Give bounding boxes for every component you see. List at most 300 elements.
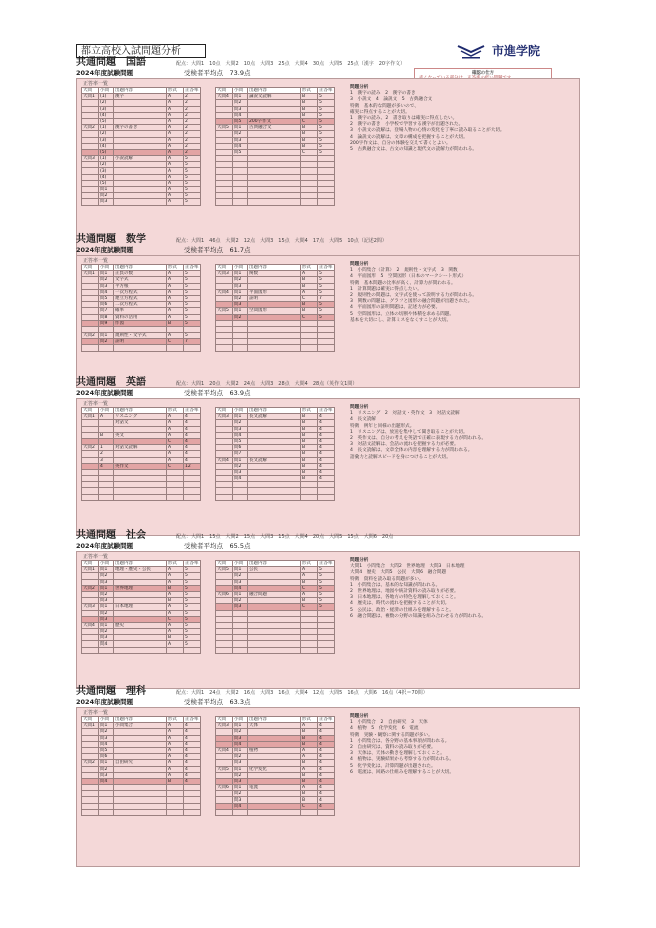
table-header-cell: 大問: [82, 88, 99, 94]
table-cell: 問3: [99, 616, 114, 622]
table-cell: 長文読解: [248, 457, 301, 463]
section-header: [76, 234, 580, 246]
table-cell: 5: [184, 579, 201, 585]
table-cell: 対話文読解: [114, 445, 167, 451]
table-cell: A: [167, 741, 184, 747]
table-cell: A: [301, 573, 318, 579]
table-cell: 4: [318, 723, 335, 729]
table-cell: 問3: [233, 760, 248, 766]
table-cell: [248, 199, 301, 205]
table-cell: 4: [318, 766, 335, 772]
table-cell: 大問5: [216, 567, 233, 573]
table-cell: (2): [99, 100, 114, 106]
table-cell: 2: [184, 149, 201, 155]
table-cell: B: [167, 320, 184, 326]
table-cell: A: [167, 622, 184, 628]
table-cell: 問1: [233, 457, 248, 463]
table-cell: (3): [99, 106, 114, 112]
table-cell: [167, 647, 184, 653]
table-cell: B: [301, 125, 318, 131]
score-table: [215, 87, 335, 206]
table-cell: 4: [184, 723, 201, 729]
table-cell: 問6: [233, 445, 248, 451]
table-cell: A: [167, 162, 184, 168]
table-cell: B: [167, 635, 184, 641]
table-cell: C: [301, 585, 318, 591]
table-cell: A: [167, 414, 184, 420]
table-cell: 5: [184, 591, 201, 597]
analysis-line: 1 小問集合は、基本的な知識が問われる。: [350, 582, 441, 588]
table-cell: 問4: [233, 112, 248, 118]
analysis-line: 200字作文は、自分の体験を交えて書くとよい。: [350, 140, 451, 146]
table-header-cell: 小問: [233, 88, 248, 94]
table-cell: 大問4: [82, 622, 99, 628]
analysis-line: 2 漢字の書き 小学校で学習する漢字が出題された。: [350, 122, 464, 128]
table-cell: [301, 647, 318, 653]
table-cell: (3): [99, 168, 114, 174]
table-row: [82, 345, 201, 351]
table-cell: 古典融合文: [248, 125, 301, 131]
table-cell: 漢字: [114, 94, 167, 100]
table-header-cell: 出題内容: [114, 88, 167, 94]
table-cell: 5: [318, 271, 335, 277]
analysis-panel: [76, 707, 580, 867]
table-cell: 問2: [99, 729, 114, 735]
table-cell: 問3: [99, 598, 114, 604]
section-subheader: [76, 389, 580, 398]
table-cell: 5: [184, 635, 201, 641]
table-cell: B: [301, 106, 318, 112]
table-cell: 問1: [99, 760, 114, 766]
analysis-line: 1 小問集合（計算） 2 規則性・文字式 3 関数: [350, 268, 458, 274]
table-cell: 5: [184, 295, 201, 301]
average-score: 受検者平均点 63.9点: [184, 389, 251, 397]
analysis-line: 確実に得点することが大切。: [350, 109, 410, 115]
analysis-line: 4 平面図形の証明問題は、記述力が必要。: [350, 305, 441, 311]
table-cell: 問1: [99, 271, 114, 277]
table-cell: 問4: [233, 585, 248, 591]
table-cell: 問4: [99, 778, 114, 784]
table-cell: 4: [184, 735, 201, 741]
table-cell: 問2: [99, 629, 114, 635]
table-cell: [318, 647, 335, 653]
table-cell: B: [301, 112, 318, 118]
table-cell: 問3: [99, 635, 114, 641]
table-cell: 大問1: [82, 414, 99, 420]
table-cell: 2: [184, 100, 201, 106]
table-cell: 5: [318, 573, 335, 579]
table-cell: A: [167, 149, 184, 155]
table-cell: 平面図形: [248, 289, 301, 295]
table-cell: [216, 345, 233, 351]
brand-name: 市進学院: [492, 44, 541, 58]
table-cell: 問2: [233, 598, 248, 604]
table-cell: [99, 647, 114, 653]
analysis-line: 1 漢字の読み 2 漢字の書き: [350, 91, 416, 97]
table-cell: 5: [184, 308, 201, 314]
score-table: [215, 560, 335, 654]
table-cell: 大問3: [82, 156, 99, 162]
analysis-line: 3 日本地理は、各地方の特色を理解しておくこと。: [350, 595, 459, 601]
section-kokugo: [76, 57, 580, 256]
table-cell: [114, 809, 167, 815]
table-cell: 問1: [99, 333, 114, 339]
table-cell: 5: [184, 289, 201, 295]
table-cell: B: [167, 598, 184, 604]
table-cell: 5: [318, 143, 335, 149]
analysis-line: 問題分析: [350, 405, 369, 410]
table-cell: 4: [184, 778, 201, 784]
table-cell: [301, 199, 318, 205]
table-cell: [99, 494, 114, 500]
table-cell: 5: [184, 629, 201, 635]
panel-caption: 正答率一覧: [83, 401, 109, 407]
table-cell: (2): [99, 162, 114, 168]
table-cell: A: [167, 271, 184, 277]
table-cell: A: [167, 754, 184, 760]
table-cell: 問2: [233, 729, 248, 735]
table-cell: 5: [184, 641, 201, 647]
table-cell: 5: [184, 573, 201, 579]
table-cell: (1): [99, 94, 114, 100]
table-header-cell: 小問: [99, 561, 114, 567]
table-cell: [184, 345, 201, 351]
table-cell: C: [301, 803, 318, 809]
analysis-line: 2 規則性の問題は、文字式を使って説明する力が問われる。: [350, 293, 477, 299]
table-cell: A: [167, 426, 184, 432]
analysis-line: 4 論説文の読解は、文章の構成を把握することが大切。: [350, 134, 468, 140]
table-cell: B: [301, 432, 318, 438]
table-cell: A: [301, 754, 318, 760]
table-cell: B: [301, 463, 318, 469]
table-cell: A: [167, 772, 184, 778]
table-cell: 5: [318, 149, 335, 155]
section-title: 共通問題 理科: [76, 686, 146, 697]
analysis-line: 5 空間図形は、立体の切断や体積を求める問題。: [350, 311, 454, 317]
table-cell: 問5: [99, 747, 114, 753]
table-header-cell: 正答率: [185, 408, 199, 414]
table-cell: 問5: [233, 438, 248, 444]
table-cell: B: [301, 420, 318, 426]
table-cell: 大問1: [82, 94, 99, 100]
table-cell: B: [301, 741, 318, 747]
table-cell: C: [301, 604, 318, 610]
table-cell: [248, 494, 301, 500]
table-cell: 5: [318, 106, 335, 112]
analysis-panel: [76, 78, 580, 256]
analysis-line: 5 公民は、政治・経済の仕組みを理解すること。: [350, 607, 454, 613]
table-cell: 小問集合: [114, 723, 167, 729]
table-header-cell: 大問: [82, 408, 99, 414]
table-cell: 1: [99, 445, 114, 451]
table-cell: C: [167, 339, 184, 345]
table-cell: (4): [99, 143, 114, 149]
table-cell: B: [301, 143, 318, 149]
table-cell: A: [167, 199, 184, 205]
table-cell: B: [301, 760, 318, 766]
table-header-cell: 正答率: [319, 561, 333, 567]
table-cell: [99, 809, 114, 815]
table-cell: A: [167, 143, 184, 149]
exam-year: 2024年度試験問題: [76, 69, 134, 77]
table-cell: 問1: [99, 604, 114, 610]
table-cell: 問3: [233, 469, 248, 475]
table-header-cell: 形式: [301, 265, 318, 271]
analysis-line: 語彙力と読解スピードを身につけることが大切。: [350, 454, 451, 460]
table-cell: 対話文: [114, 420, 167, 426]
table-cell: 問1: [233, 785, 248, 791]
table-cell: B: [301, 735, 318, 741]
table-row: [216, 647, 335, 653]
table-cell: [82, 494, 99, 500]
table-cell: 問2: [233, 295, 248, 301]
table-cell: A: [167, 283, 184, 289]
table-cell: 大問3: [216, 723, 233, 729]
table-cell: 5: [184, 320, 201, 326]
analysis-line: 3 対話文読解は、会話の流れを把握する力が必要。: [350, 442, 459, 448]
table-header-cell: 小問: [99, 717, 114, 723]
table-cell: (5): [99, 149, 114, 155]
table-cell: A: [167, 131, 184, 137]
table-cell: 問2: [99, 339, 114, 345]
table-cell: 英文: [114, 432, 167, 438]
table-cell: 問4: [99, 641, 114, 647]
table-cell: 5: [184, 156, 201, 162]
table-row: [82, 494, 201, 500]
table-cell: 5: [318, 118, 335, 124]
panel-caption: 正答率一覧: [83, 81, 109, 87]
table-row: [82, 199, 201, 205]
table-cell: A: [167, 100, 184, 106]
analysis-text: [350, 714, 576, 776]
score-table: [81, 87, 201, 206]
table-cell: [114, 345, 167, 351]
analysis-line: 特徴 例年と同様の出題形式。: [350, 423, 415, 429]
table-cell: 問3: [99, 579, 114, 585]
section-title: 共通問題 数学: [76, 234, 146, 245]
section-eigo: [76, 377, 580, 536]
table-row: [82, 809, 201, 815]
table-cell: 3: [99, 457, 114, 463]
table-header-cell: 大問: [216, 88, 233, 94]
table-cell: 4: [184, 457, 201, 463]
table-cell: A: [167, 168, 184, 174]
table-cell: 5: [184, 616, 201, 622]
table-cell: 問4: [99, 741, 114, 747]
analysis-line: 6 融合問題は、複数の分野の知識を組み合わせる力が問われる。: [350, 613, 487, 619]
table-cell: [114, 494, 167, 500]
score-table: [81, 560, 201, 654]
table-cell: A: [167, 314, 184, 320]
table-cell: A: [167, 187, 184, 193]
table-header-cell: 正答率: [319, 717, 333, 723]
table-header-cell: 小問: [233, 265, 248, 271]
table-cell: B: [301, 778, 318, 784]
analysis-line: 問題分析: [350, 262, 369, 267]
table-cell: 5: [184, 622, 201, 628]
table-cell: 問2: [233, 420, 248, 426]
table-cell: 問6: [99, 302, 114, 308]
table-cell: A: [167, 289, 184, 295]
table-cell: 4: [318, 729, 335, 735]
table-cell: A: [301, 271, 318, 277]
table-cell: 大問4: [216, 747, 233, 753]
table-cell: 4: [318, 445, 335, 451]
table-cell: A: [167, 451, 184, 457]
table-cell: 4: [318, 803, 335, 809]
table-cell: 4: [318, 772, 335, 778]
table-cell: A: [167, 604, 184, 610]
table-header-cell: 正答率: [319, 408, 333, 414]
table-header-cell: 大問: [216, 265, 233, 271]
analysis-line: 4 植物 5 化学変化 6 電流: [350, 726, 419, 732]
table-cell: A: [167, 641, 184, 647]
table-cell: 5: [318, 289, 335, 295]
table-cell: 5: [184, 585, 201, 591]
average-score: 受検者平均点 65.5点: [184, 542, 251, 550]
table-cell: 4: [318, 463, 335, 469]
analysis-line: 1 漢字の読み、2 書き取りは確実に得点したい。: [350, 116, 458, 122]
table-cell: B: [301, 445, 318, 451]
table-cell: 2: [184, 118, 201, 124]
table-cell: 5: [184, 598, 201, 604]
analysis-line: 大問4 歴史 大問5 公民 大問6 融合問題: [350, 570, 447, 576]
table-cell: 5: [318, 598, 335, 604]
score-table: [215, 407, 335, 501]
table-cell: B: [301, 131, 318, 137]
analysis-line: 1 リスニング 2 対話文・英作文 3 対話文読解: [350, 411, 460, 417]
table-cell: 関数: [248, 271, 301, 277]
table-header-cell: 形式: [167, 88, 184, 94]
table-cell: 問3: [233, 797, 248, 803]
table-cell: 問8: [99, 314, 114, 320]
table-cell: [167, 345, 184, 351]
section-sugaku: [76, 234, 580, 388]
table-cell: [82, 647, 99, 653]
table-cell: 規則性・文字式: [114, 333, 167, 339]
analysis-panel: [76, 551, 580, 689]
table-cell: C: [167, 463, 184, 469]
table-cell: B: [301, 277, 318, 283]
table-cell: 問1: [233, 308, 248, 314]
table-cell: B: [301, 302, 318, 308]
table-cell: 問1: [233, 271, 248, 277]
analysis-line: 特徴 基本問題の比率が高く、計算力が問われる。: [350, 280, 456, 286]
table-cell: 5: [318, 314, 335, 320]
analysis-line: 5 古典融合文は、古文の知識と現代文の読解力が問われる。: [350, 147, 477, 153]
table-cell: B: [301, 438, 318, 444]
table-cell: [114, 647, 167, 653]
table-cell: 問4: [233, 803, 248, 809]
table-cell: B: [99, 432, 114, 438]
table-cell: 問2: [233, 791, 248, 797]
table-cell: (5): [99, 180, 114, 186]
analysis-text: [350, 85, 576, 153]
table-cell: 確率: [114, 308, 167, 314]
analysis-line: 問題分析: [350, 85, 369, 90]
table-cell: 2: [184, 112, 201, 118]
table-cell: 問3: [233, 106, 248, 112]
table-cell: 5: [318, 604, 335, 610]
table-cell: 問1: [233, 591, 248, 597]
analysis-line: 特徴 資料を読み取る問題が多い。: [350, 576, 424, 582]
table-cell: 問1: [233, 414, 248, 420]
table-cell: 5: [318, 591, 335, 597]
analysis-line: 1 リスニングは、放送を集中して聞き取ることが大切。: [350, 429, 468, 435]
table-row: [216, 494, 335, 500]
score-table: [81, 407, 201, 501]
table-cell: [318, 494, 335, 500]
analysis-line: 4 歴史は、時代の流れを把握することが大切。: [350, 601, 450, 607]
table-cell: 4: [184, 414, 201, 420]
table-cell: 5: [184, 567, 201, 573]
table-cell: 長文読解: [248, 414, 301, 420]
table-cell: B: [301, 791, 318, 797]
table-cell: B: [301, 283, 318, 289]
table-cell: 問2: [233, 100, 248, 106]
table-cell: A: [167, 156, 184, 162]
table-cell: A: [167, 420, 184, 426]
table-cell: C: [167, 438, 184, 444]
table-cell: [248, 345, 301, 351]
analysis-line: 大問1 小問集合 大問2 世界地理 大問3 日本地理: [350, 564, 465, 570]
table-cell: 問2: [99, 277, 114, 283]
table-cell: 問1: [99, 723, 114, 729]
table-cell: 問7: [233, 451, 248, 457]
table-cell: A: [167, 747, 184, 753]
table-cell: (1): [99, 156, 114, 162]
table-cell: 4: [318, 426, 335, 432]
table-cell: 4: [318, 451, 335, 457]
table-header-cell: 小問: [233, 717, 248, 723]
table-cell: (5): [99, 118, 114, 124]
table-cell: A: [167, 106, 184, 112]
table-cell: B: [301, 426, 318, 432]
table-cell: 200字作文: [248, 118, 301, 124]
table-cell: 4: [184, 438, 201, 444]
exam-year: 2024年度試験問題: [76, 389, 134, 397]
table-cell: 問2: [233, 131, 248, 137]
table-cell: 大問2: [82, 333, 99, 339]
section-subheader: [76, 698, 580, 707]
table-cell: 問3: [99, 283, 114, 289]
table-cell: 大問4: [216, 289, 233, 295]
table-cell: [233, 345, 248, 351]
analysis-line: 1 小問集合 2 自由研究 3 天体: [350, 720, 428, 726]
table-header-cell: 出題内容: [248, 717, 301, 723]
analysis-line: 1 小問集合は、各分野の基本事項が問われる。: [350, 738, 450, 744]
table-cell: 問2: [233, 754, 248, 760]
analysis-panel: [76, 255, 580, 388]
table-cell: B: [301, 414, 318, 420]
table-cell: 地理・歴史・公民: [114, 567, 167, 573]
table-cell: A: [301, 747, 318, 753]
table-header-cell: 形式: [301, 88, 318, 94]
table-cell: A: [167, 573, 184, 579]
table-cell: 問1: [233, 94, 248, 100]
table-cell: [301, 345, 318, 351]
table-cell: 大問2: [82, 585, 99, 591]
table-cell: 世界地理: [114, 585, 167, 591]
table-cell: 問1: [99, 585, 114, 591]
table-cell: [82, 345, 99, 351]
table-cell: 5: [184, 271, 201, 277]
analysis-line: 3 小説文 4 論説文 5 古典融合文: [350, 97, 433, 103]
table-cell: 空間図形: [248, 308, 301, 314]
table-cell: 問2: [99, 766, 114, 772]
table-cell: 4: [184, 426, 201, 432]
section-score-note: 配点：大問1 20点 大問2 24点 大問3 28点 大問4 28点（英作文1問）: [176, 381, 358, 387]
